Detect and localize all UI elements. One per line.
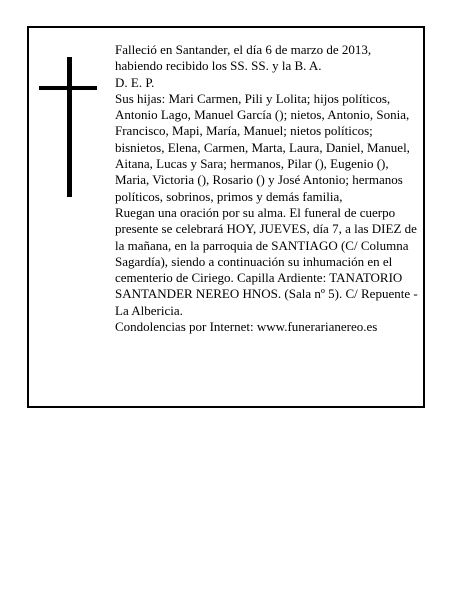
rip-line: D. E. P.: [115, 74, 155, 90]
condolences-line: Condolencias por Internet: www.funerarianereo.es: [115, 319, 378, 335]
death-announcement: Falleció en Santander, el día 6 de marzo de 2013, habiendo recibido los SS. SS. y la B. A.: [115, 42, 372, 74]
funeral-details: Ruegan una oración por su alma. El funeral de cuerpo presente se celebrará HOY, JUEVES, día 7, a las DIEZ de la mañana, en la parroquia de SANTIAGO (C/ Columna Sagardía), siendo a continuación su inhumación en el cementerio de Ciriego. Capilla Ardiente: TANATORIO SANTANDER NEREO HNOS. (Sala nº 5). C/ Repuente - La Albericia.: [115, 204, 418, 318]
obituary-notice: [27, 26, 425, 408]
family-list: Sus hijas: Mari Carmen, Pili y Lolita; hijos políticos, Antonio Lago, Manuel García (); nietos, Antonio, Sonia, Francisco, Mapi, María, Manuel; nietos políticos; bisnietos, Elena, Carmen, Marta, Laura, Daniel, Manuel, Aitana, Lucas y Sara; hermanos, Pilar (), Eugenio (), Maria, Victoria (), Rosario () y José Antonio; hermanos políticos, sobrinos, primos y demás familia,: [115, 90, 410, 204]
cross-vertical-bar: [67, 57, 72, 197]
cross-horizontal-bar: [39, 86, 97, 90]
cross-icon: [29, 28, 129, 228]
obituary-text: [115, 42, 419, 335]
